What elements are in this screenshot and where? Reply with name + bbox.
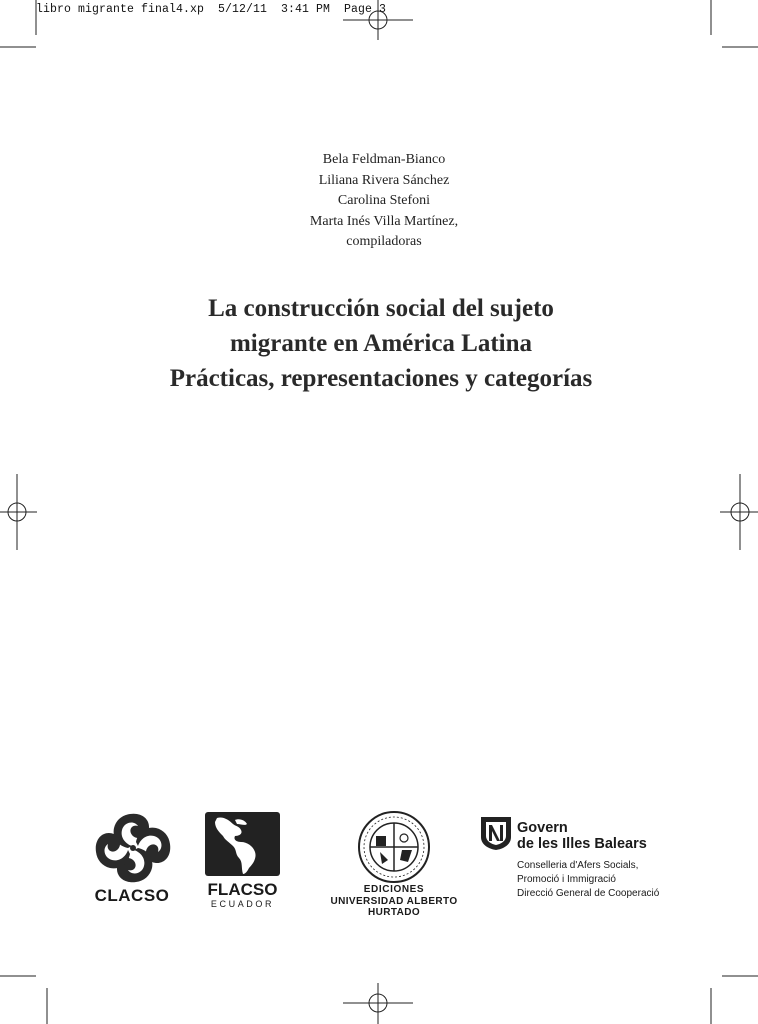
compilers-list [228,150,540,253]
govern-name-line: Govern [517,820,568,836]
subtitle-line: Prácticas, representaciones y categorías [169,365,593,392]
flacso-logo-mark [205,812,280,876]
author-name: Liliana Rivera Sánchez [318,172,450,188]
clacso-logo-mark [92,812,174,884]
govern-name-line: de les Illes Balears [517,836,647,852]
govern-department-line: Promoció i Immigració [517,874,616,885]
uah-logo-line1: EDICIONES [363,884,425,895]
uah-seal-icon [356,810,432,884]
flacso-logo-sublabel: ECUADOR [210,899,275,909]
book-title [120,291,642,396]
slug-line: libro migrante final4.xp 5/12/11 3:41 PM Page 3 [36,3,387,16]
author-name: Bela Feldman-Bianco [322,152,446,167]
author-name: Carolina Stefoni [337,193,431,208]
clacso-logo-label: CLACSO [94,886,170,905]
govern-logo-name [517,820,647,852]
flacso-logo-label: FLACSO [207,880,278,899]
govern-shield-icon [479,815,513,851]
govern-department-line: Direcció General de Cooperació [517,888,660,899]
govern-logo-department [517,859,673,901]
title-line: migrante en América Latina [229,330,533,357]
title-line: La construcción social del sujeto [208,295,554,322]
govern-department-line: Conselleria d'Afers Socials, [517,860,639,871]
uah-logo-line2: UNIVERSIDAD ALBERTO HURTADO [330,896,458,918]
author-name: Marta Inés Villa Martínez, [309,213,459,229]
compilers-role: compiladoras [346,234,422,249]
